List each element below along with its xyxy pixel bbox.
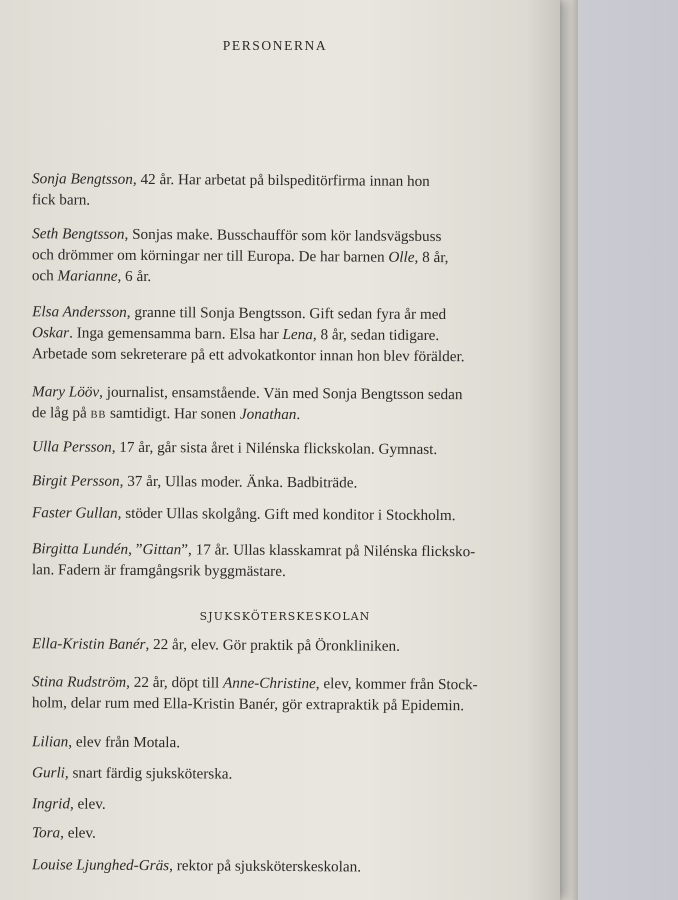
character-name: Sonja Bengtsson — [32, 170, 133, 188]
entry-text: , 42 år. Har arbetat på bilspeditörfirma innan hon — [132, 170, 430, 190]
entry-text: , elev, kommer från Stock- — [315, 675, 478, 694]
entry-birgit — [32, 470, 544, 495]
entry-text: , 8 år, — [414, 248, 449, 267]
character-name: Stina Rudström — [32, 673, 127, 691]
entry-text: , Sonjas make. Busschaufför som kör landsvägsbuss — [124, 225, 442, 246]
spouse-name: Oskar — [31, 324, 70, 342]
entry-text: , 37 år, Ullas moder. Änka. Badbiträde. — [119, 472, 358, 492]
entry-text: lan. Fadern är framgångsrik byggmästare. — [31, 561, 286, 580]
entry-ulla — [32, 436, 544, 461]
child-name: Jonathan — [239, 405, 297, 424]
entry-text: , journalist, ensamstående. Vän med Sonja Bengtsson sedan — [99, 383, 463, 404]
entry-text: , rektor på sjuksköterskeskolan. — [169, 857, 362, 876]
character-name: Ulla Persson — [31, 438, 112, 456]
page-heading: PERSONERNA — [222, 38, 328, 53]
entry-text: , elev. — [60, 824, 96, 842]
alias-name: Anne-Christine — [222, 674, 316, 693]
child-name: Olle — [388, 248, 415, 266]
entry-gullan — [32, 502, 544, 527]
entry-tora — [32, 822, 544, 847]
entry-text: , elev från Motala. — [68, 733, 181, 752]
character-name: Gurli — [31, 764, 65, 782]
child-name: Marianne — [57, 267, 118, 285]
entry-text: , 8 år, sedan tidigare. — [312, 326, 440, 345]
character-name: Seth Bengtsson — [32, 225, 125, 243]
entry-text: , ” — [128, 540, 143, 558]
character-name: Mary Lööv — [32, 383, 100, 401]
entry-text: , granne till Sonja Bengtsson. Gift sedan fyra år med — [126, 303, 447, 324]
entry-text: de låg på — [31, 404, 91, 422]
child-name: Lena — [282, 325, 313, 344]
entry-text: och — [31, 267, 58, 285]
entry-text: , stöder Ullas skolgång. Gift med konditor i Stockholm. — [117, 504, 456, 525]
entry-text: . — [296, 406, 301, 424]
entry-ella — [32, 633, 544, 658]
entry-text: , 22 år, döpt till — [126, 673, 224, 692]
entry-text: , 17 år, går sista året i Nilénska flickskolan. Gymnast. — [111, 438, 438, 459]
character-name: Tora — [31, 824, 61, 842]
entry-elsa — [32, 301, 544, 368]
entry-text: , elev. — [69, 795, 106, 813]
character-name: Ella-Kristin Banér — [31, 635, 146, 654]
section-subheading: SJUKSKÖTERSKESKOLAN — [199, 610, 371, 623]
entry-text: och drömmer om körningar ner till Europa. De har barnen — [31, 246, 389, 266]
entry-ingrid — [32, 793, 544, 818]
entry-text: , snart färdig sjuksköterska. — [64, 764, 233, 783]
entry-text: samtidigt. Har sonen — [106, 404, 240, 423]
character-name: Louise Ljunghed-Gräs — [31, 856, 170, 875]
entry-text: Arbetade som sekreterare på ett advokatkontor innan hon blev förälder. — [31, 345, 465, 366]
entry-lilian — [32, 731, 544, 756]
character-name: Elsa Andersson — [32, 303, 127, 321]
character-name: Faster Gullan — [31, 504, 118, 522]
character-name: Lilian — [31, 733, 69, 751]
entry-birgitta — [32, 538, 544, 584]
entry-louise — [32, 854, 544, 879]
entry-text: fick barn. — [31, 191, 91, 209]
entry-text: holm, delar rum med Ella-Kristin Banér, gör extrapraktik på Epidemin. — [31, 694, 465, 715]
entry-sonja — [32, 168, 544, 214]
character-name: Ingrid — [31, 795, 71, 813]
entry-mary — [32, 381, 544, 429]
entry-seth — [32, 223, 544, 290]
character-name: Birgit Persson — [31, 472, 120, 490]
nickname: Gittan — [142, 540, 182, 559]
entry-text: . Inga gemensamma barn. Elsa har — [69, 324, 283, 343]
entry-stina — [32, 671, 544, 717]
entry-text: , 22 år, elev. Gör praktik på Öronkliniken. — [145, 636, 400, 655]
entry-text: ”, 17 år. Ullas klasskamrat på Nilénska flicksko- — [181, 541, 476, 561]
entry-text: , 6 år. — [117, 267, 152, 286]
character-name: Birgitta Lundén — [32, 540, 129, 558]
entry-gurli — [32, 762, 544, 787]
bb-abbreviation: BB — [90, 409, 107, 421]
